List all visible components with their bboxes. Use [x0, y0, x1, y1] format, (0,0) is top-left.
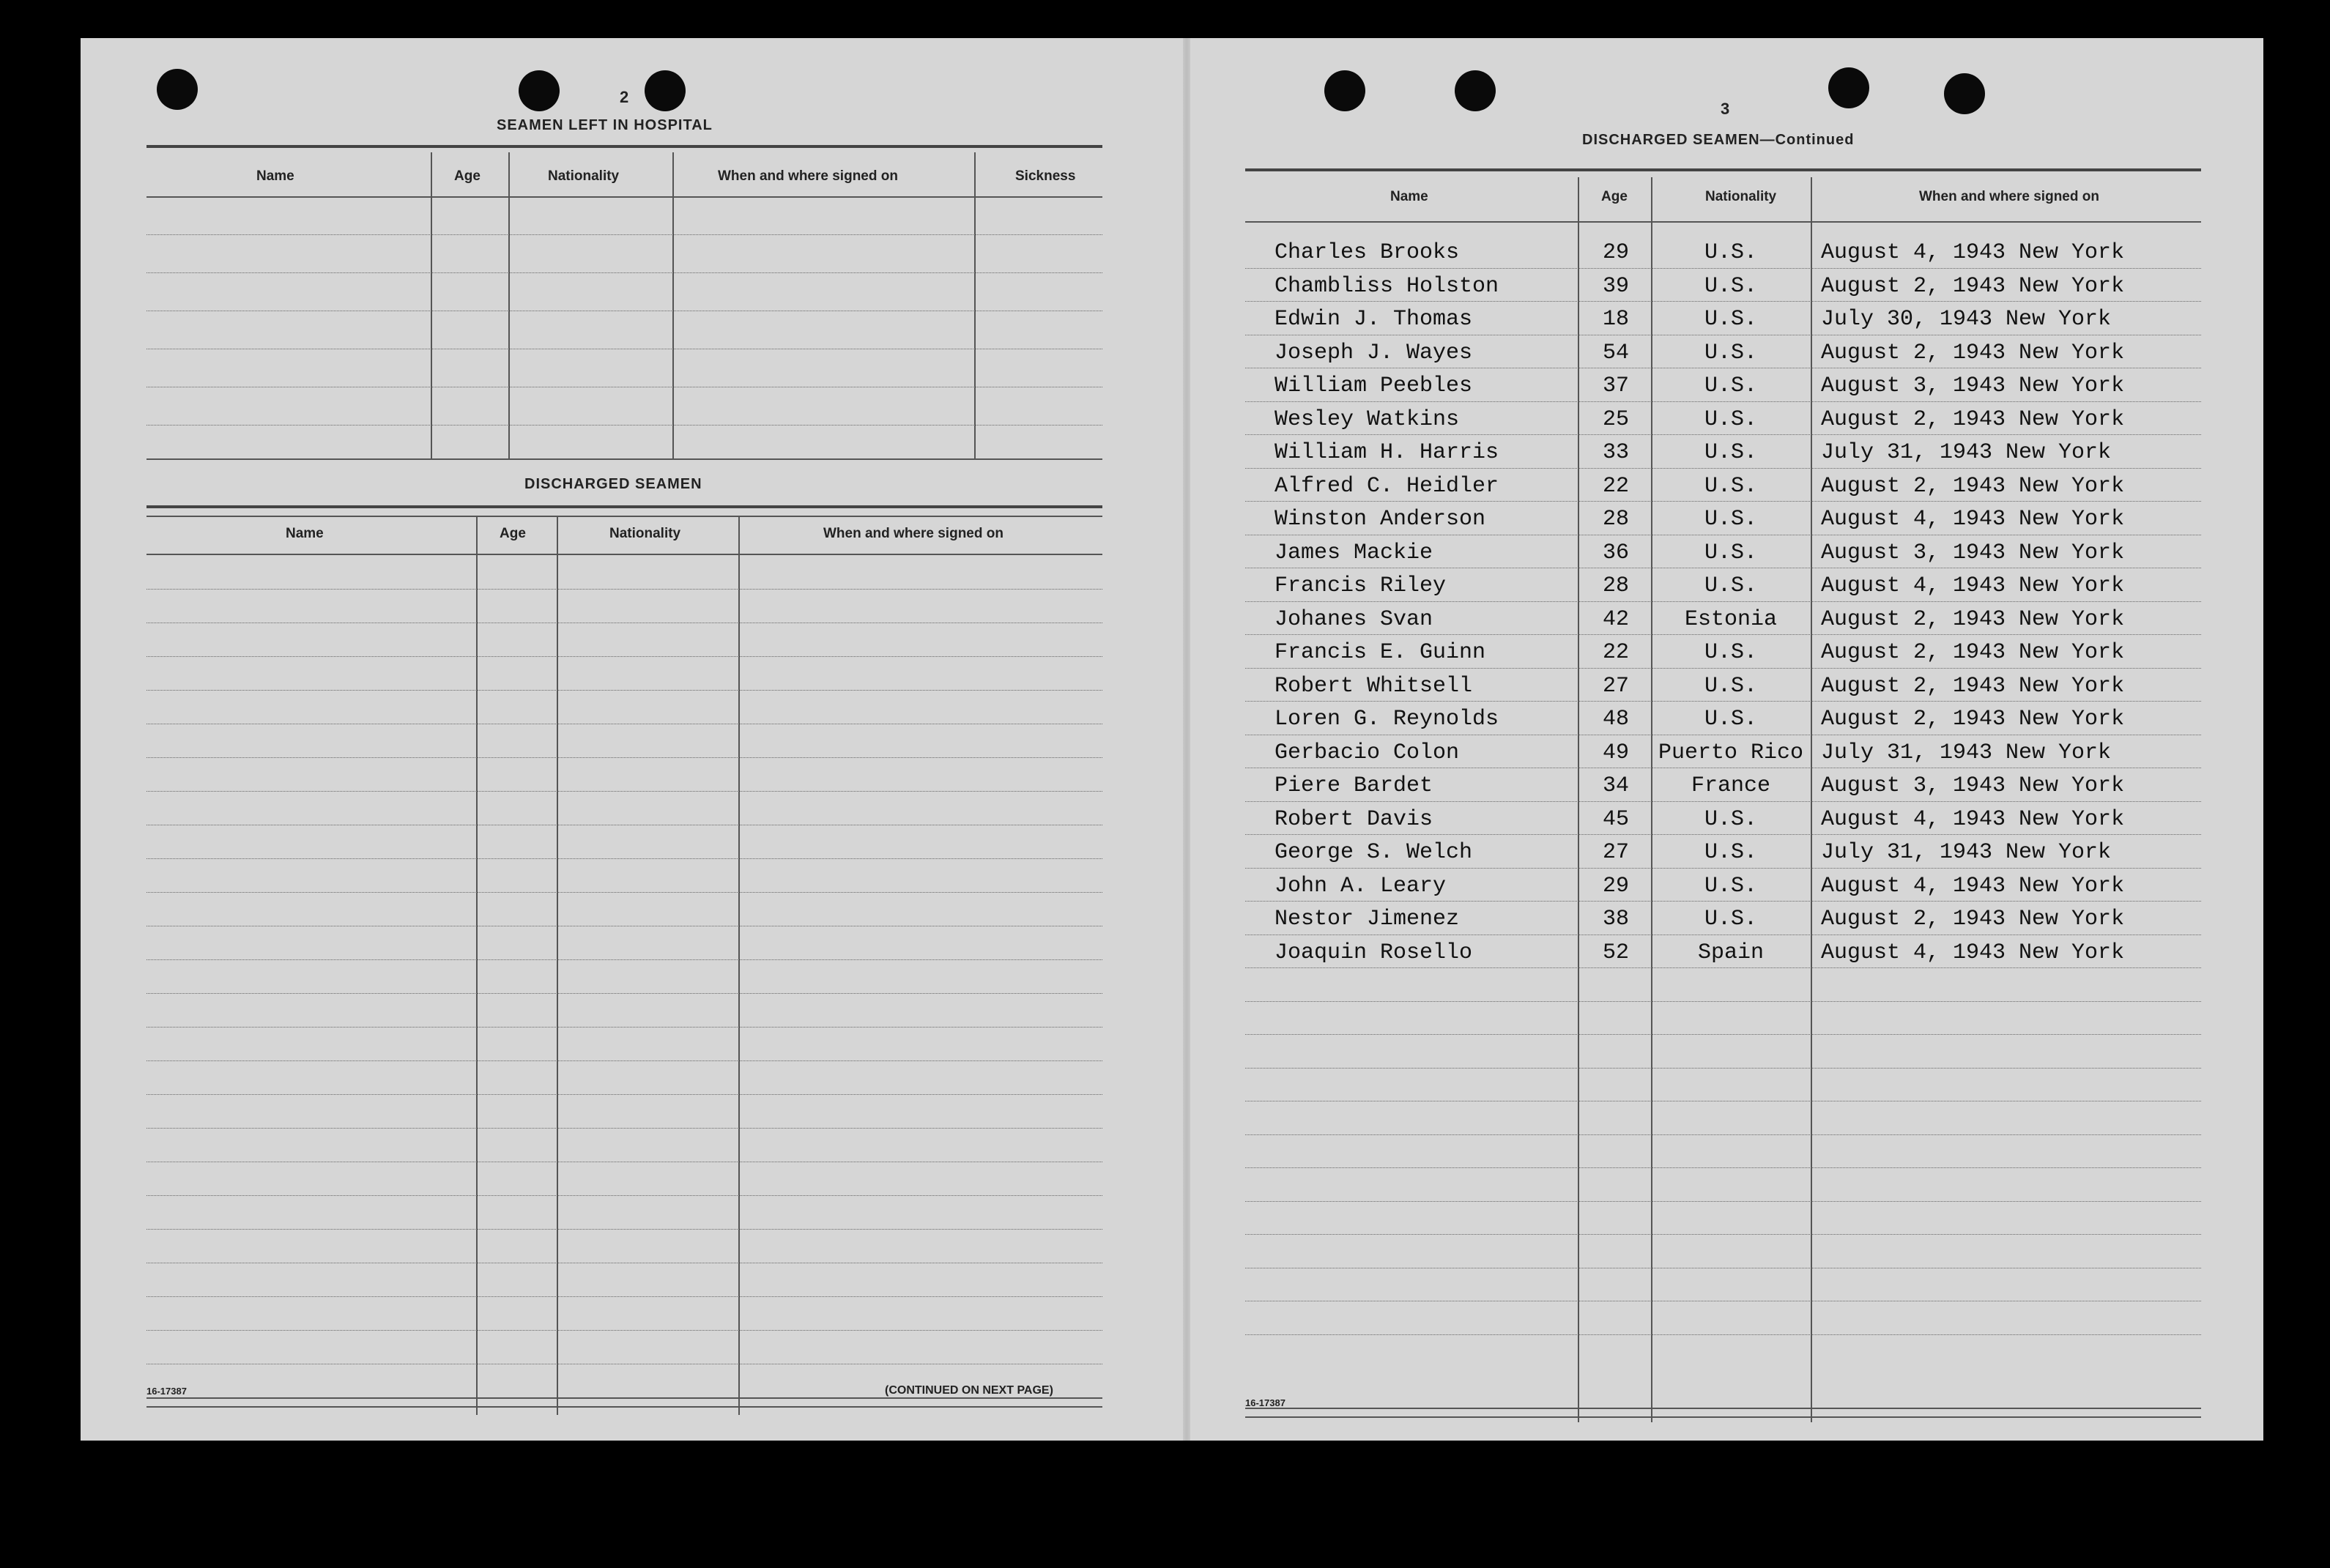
seaman-nationality: U.S. [1704, 440, 1757, 465]
seaman-name: Gerbacio Colon [1275, 740, 1460, 765]
seaman-nationality: Spain [1697, 940, 1764, 965]
seaman-signed-on: August 3, 1943 New York [1821, 540, 2125, 565]
seaman-signed-on: August 2, 1943 New York [1821, 407, 2125, 432]
seaman-nationality: U.S. [1704, 307, 1757, 332]
seaman-name: Winston Anderson [1275, 507, 1486, 532]
seaman-age: 33 [1603, 440, 1630, 465]
seaman-nationality: U.S. [1704, 540, 1757, 565]
seaman-age: 34 [1603, 773, 1630, 798]
seaman-signed-on: August 4, 1943 New York [1821, 940, 2125, 965]
discharged-continued-title: DISCHARGED SEAMEN—Continued [1582, 132, 1855, 148]
document-sheet [81, 38, 2263, 1441]
seaman-signed-on: July 31, 1943 New York [1821, 440, 2112, 465]
seaman-name: Alfred C. Heidler [1275, 474, 1499, 499]
seaman-name: John A. Leary [1275, 874, 1447, 899]
col-header-signed-on: When and where signed on [1919, 189, 2099, 204]
seaman-name: William Peebles [1275, 374, 1473, 398]
seaman-nationality: U.S. [1704, 374, 1757, 398]
seaman-age: 48 [1603, 707, 1630, 732]
seaman-nationality: Puerto Rico [1658, 740, 1804, 765]
seaman-signed-on: August 4, 1943 New York [1821, 874, 2125, 899]
seaman-age: 52 [1603, 940, 1630, 965]
seaman-age: 22 [1603, 640, 1630, 665]
seaman-age: 39 [1603, 274, 1630, 299]
seaman-signed-on: August 2, 1943 New York [1821, 907, 2125, 932]
seaman-signed-on: July 30, 1943 New York [1821, 307, 2112, 332]
col-header-name: Name [256, 168, 294, 184]
col-header-signed-on: When and where signed on [823, 526, 1003, 541]
punch-hole [1455, 70, 1496, 111]
punch-hole [1324, 70, 1365, 111]
seaman-name: George S. Welch [1275, 840, 1473, 865]
seaman-signed-on: August 2, 1943 New York [1821, 341, 2125, 365]
seaman-nationality: Estonia [1684, 607, 1778, 632]
seaman-nationality: U.S. [1704, 274, 1757, 299]
seaman-name: Joaquin Rosello [1275, 940, 1473, 965]
seaman-signed-on: August 3, 1943 New York [1821, 374, 2125, 398]
seaman-name: Charles Brooks [1275, 240, 1460, 265]
seaman-age: 42 [1603, 607, 1630, 632]
seaman-nationality: U.S. [1704, 407, 1757, 432]
seaman-name: Johanes Svan [1275, 607, 1433, 632]
seaman-nationality: U.S. [1704, 874, 1757, 899]
seaman-name: Robert Whitsell [1275, 674, 1473, 699]
seaman-nationality: U.S. [1704, 640, 1757, 665]
seaman-signed-on: August 2, 1943 New York [1821, 674, 2125, 699]
page-number: 2 [620, 88, 629, 106]
seaman-age: 54 [1603, 341, 1630, 365]
punch-hole [1828, 67, 1869, 108]
continued-note: (CONTINUED ON NEXT PAGE) [885, 1384, 1053, 1397]
seaman-nationality: U.S. [1704, 341, 1757, 365]
form-number: 16-17387 [1245, 1397, 1285, 1408]
punch-hole [157, 69, 198, 110]
seaman-signed-on: August 2, 1943 New York [1821, 474, 2125, 499]
seaman-name: Wesley Watkins [1275, 407, 1460, 432]
seaman-age: 18 [1603, 307, 1630, 332]
punch-hole [1944, 73, 1985, 114]
seaman-name: Francis Riley [1275, 573, 1447, 598]
col-header-nationality: Nationality [548, 168, 620, 184]
col-header-nationality: Nationality [1705, 189, 1777, 204]
seaman-name: Loren G. Reynolds [1275, 707, 1499, 732]
seaman-nationality: U.S. [1704, 474, 1757, 499]
punch-hole [645, 70, 686, 111]
col-header-age: Age [454, 168, 481, 184]
seaman-name: Nestor Jimenez [1275, 907, 1460, 932]
col-header-signed-on: When and where signed on [718, 168, 898, 184]
discharged-section-title: DISCHARGED SEAMEN [524, 476, 702, 492]
seaman-signed-on: August 2, 1943 New York [1821, 607, 2125, 632]
seaman-signed-on: August 2, 1943 New York [1821, 707, 2125, 732]
seaman-name: Piere Bardet [1275, 773, 1433, 798]
seaman-signed-on: August 3, 1943 New York [1821, 773, 2125, 798]
seaman-nationality: U.S. [1704, 240, 1757, 265]
seaman-nationality: U.S. [1704, 840, 1757, 865]
seaman-age: 27 [1603, 674, 1630, 699]
seaman-age: 45 [1603, 807, 1630, 832]
seaman-age: 22 [1603, 474, 1630, 499]
col-header-age: Age [1601, 189, 1628, 204]
seaman-nationality: U.S. [1704, 674, 1757, 699]
seaman-name: Robert Davis [1275, 807, 1433, 832]
hospital-section-title: SEAMEN LEFT IN HOSPITAL [497, 117, 713, 133]
seaman-signed-on: July 31, 1943 New York [1821, 740, 2112, 765]
seaman-signed-on: August 4, 1943 New York [1821, 240, 2125, 265]
seaman-age: 49 [1603, 740, 1630, 765]
col-header-age: Age [500, 526, 526, 541]
seaman-nationality: France [1691, 773, 1771, 798]
punch-hole [519, 70, 560, 111]
seaman-name: Edwin J. Thomas [1275, 307, 1473, 332]
seaman-nationality: U.S. [1704, 707, 1757, 732]
seaman-nationality: U.S. [1704, 573, 1757, 598]
seaman-age: 29 [1603, 874, 1630, 899]
seaman-age: 27 [1603, 840, 1630, 865]
seaman-name: Chambliss Holston [1275, 274, 1499, 299]
seaman-signed-on: August 4, 1943 New York [1821, 507, 2125, 532]
seaman-age: 37 [1603, 374, 1630, 398]
seaman-name: James Mackie [1275, 540, 1433, 565]
page-fold [1183, 38, 1190, 1441]
seaman-nationality: U.S. [1704, 907, 1757, 932]
seaman-age: 29 [1603, 240, 1630, 265]
seaman-name: Joseph J. Wayes [1275, 341, 1473, 365]
col-header-name: Name [1390, 189, 1428, 204]
seaman-age: 38 [1603, 907, 1630, 932]
col-header-nationality: Nationality [609, 526, 681, 541]
seaman-name: William H. Harris [1275, 440, 1499, 465]
form-number: 16-17387 [146, 1386, 187, 1397]
col-header-name: Name [286, 526, 324, 541]
seaman-signed-on: July 31, 1943 New York [1821, 840, 2112, 865]
page-number: 3 [1721, 100, 1730, 118]
seaman-signed-on: August 4, 1943 New York [1821, 573, 2125, 598]
seaman-nationality: U.S. [1704, 807, 1757, 832]
col-header-sickness: Sickness [1015, 168, 1076, 184]
seaman-name: Francis E. Guinn [1275, 640, 1486, 665]
seaman-nationality: U.S. [1704, 507, 1757, 532]
seaman-age: 36 [1603, 540, 1630, 565]
seaman-signed-on: August 2, 1943 New York [1821, 274, 2125, 299]
seaman-age: 28 [1603, 507, 1630, 532]
seaman-age: 25 [1603, 407, 1630, 432]
seaman-age: 28 [1603, 573, 1630, 598]
seaman-signed-on: August 2, 1943 New York [1821, 640, 2125, 665]
seaman-signed-on: August 4, 1943 New York [1821, 807, 2125, 832]
